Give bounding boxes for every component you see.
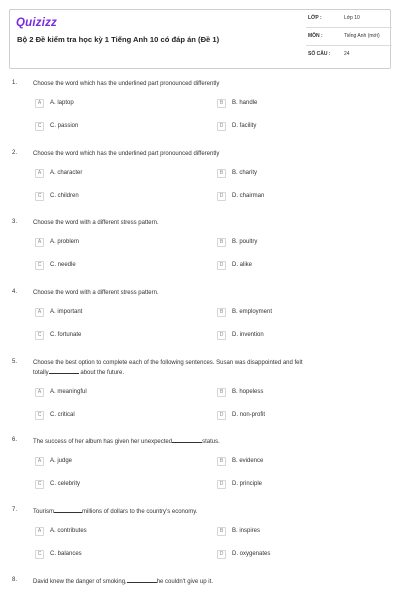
option-letter-box: B (217, 388, 226, 397)
option-letter-box: B (217, 238, 226, 247)
option-letter-box: A (35, 388, 44, 397)
option-letter-box: C (35, 261, 44, 270)
option-text: B. poultry (232, 239, 258, 245)
question-number: 7. (12, 507, 18, 513)
question-text-line2-before: totally (33, 370, 49, 376)
option-letter-box: B (217, 308, 226, 317)
option-text: B. hopeless (232, 389, 264, 395)
option-letter-box: C (35, 331, 44, 340)
question-text-line2-after: about the future. (78, 370, 125, 376)
question-number: 5. (12, 359, 18, 365)
option-letter-box: C (35, 480, 44, 489)
option-letter-box: D (217, 261, 226, 270)
answer-blank (49, 368, 79, 374)
option-text: C. celebrity (50, 481, 81, 487)
option-text: A. judge (50, 458, 73, 464)
option-letter-box: A (35, 169, 44, 178)
option-text: C. fortunate (50, 332, 82, 338)
option-text: C. passion (50, 123, 79, 129)
quizizz-logo: Quizizz (16, 17, 58, 29)
question-text-line1: Choose the best option to complete each of the following sentences. Susan was disappointed and felt (33, 360, 303, 366)
question-number: 8. (12, 577, 18, 583)
question-text (33, 437, 373, 447)
option-letter-box: B (217, 457, 226, 466)
option-text: D. non-profit (232, 412, 266, 418)
answer-blank (172, 437, 202, 443)
option-text: D. alike (232, 262, 253, 268)
question-text-before: David knew the danger of smoking, (33, 579, 127, 585)
option-text: A. contributes (50, 528, 87, 534)
option-text: D. chairman (232, 193, 265, 199)
option-text: A. meaningful (50, 389, 87, 395)
option-text: A. problem (50, 239, 80, 245)
question-text-before: The success of her album has given her unexpected (33, 439, 173, 445)
meta-info (306, 10, 392, 70)
question-text: Choose the word with a different stress pattern. (33, 220, 159, 226)
meta-value: Lớp 10 (344, 15, 360, 21)
option-text: C. critical (50, 412, 75, 418)
option-letter-box: B (217, 169, 226, 178)
option-text: C. balances (50, 551, 82, 557)
meta-value: Tiếng Anh (mới) (344, 33, 380, 39)
option-letter-box: D (217, 122, 226, 131)
answer-blank (54, 507, 82, 513)
option-letter-box: A (35, 238, 44, 247)
option-text: A. laptop (50, 100, 74, 106)
option-letter-box: D (217, 411, 226, 420)
option-text: D. facility (232, 123, 257, 129)
question-number: 6. (12, 437, 18, 443)
question-number: 3. (12, 219, 18, 225)
question-number: 1. (12, 80, 18, 86)
question-text-before: Tourism (33, 509, 55, 515)
option-letter-box: C (35, 192, 44, 201)
option-text: B. charity (232, 170, 258, 176)
option-text: D. invention (232, 332, 264, 338)
meta-value: 24 (344, 51, 350, 57)
option-letter-box: A (35, 457, 44, 466)
question-text: Choose the word which has the underlined part pronounced differently (33, 151, 220, 157)
question-text: Choose the word with a different stress pattern. (33, 290, 159, 296)
question-text-after: millions of dollars to the country's economy. (82, 509, 198, 515)
option-letter-box: A (35, 99, 44, 108)
worksheet-header (9, 9, 391, 69)
option-text: D. principle (232, 481, 263, 487)
answer-blank (127, 577, 157, 583)
option-letter-box: C (35, 550, 44, 559)
option-text: C. children (50, 193, 79, 199)
option-text: B. evidence (232, 458, 264, 464)
option-letter-box: B (217, 527, 226, 536)
option-text: A. important (50, 309, 83, 315)
option-text: B. inspires (232, 528, 261, 534)
option-letter-box: C (35, 411, 44, 420)
option-letter-box: D (217, 480, 226, 489)
question-text: Choose the word which has the underlined part pronounced differently (33, 81, 220, 87)
option-letter-box: D (217, 550, 226, 559)
option-text: C. needle (50, 262, 76, 268)
question-text (33, 359, 373, 378)
question-number: 2. (12, 150, 18, 156)
option-text: D. oxygenates (232, 551, 271, 557)
option-letter-box: B (217, 99, 226, 108)
meta-label: MÔN : (308, 33, 323, 39)
question-text-after: he couldn't give up it. (156, 579, 213, 585)
question-text (33, 577, 373, 587)
question-text-after: status. (202, 439, 220, 445)
option-letter-box: C (35, 122, 44, 131)
option-text: B. employment (232, 309, 273, 315)
option-text: A. character (50, 170, 83, 176)
question-text (33, 507, 373, 517)
worksheet-title: Bộ 2 Đề kiểm tra học kỳ 1 Tiếng Anh 10 có đáp án (Đề 1) (17, 35, 220, 44)
meta-row-count (306, 46, 392, 64)
option-letter-box: D (217, 331, 226, 340)
option-letter-box: A (35, 527, 44, 536)
meta-row-subject (306, 28, 392, 46)
option-letter-box: D (217, 192, 226, 201)
meta-row-class (306, 10, 392, 28)
question-number: 4. (12, 289, 18, 295)
option-text: B. handle (232, 100, 258, 106)
meta-label: SỐ CÂU : (308, 51, 331, 57)
meta-label: LỚP : (308, 15, 322, 21)
option-letter-box: A (35, 308, 44, 317)
